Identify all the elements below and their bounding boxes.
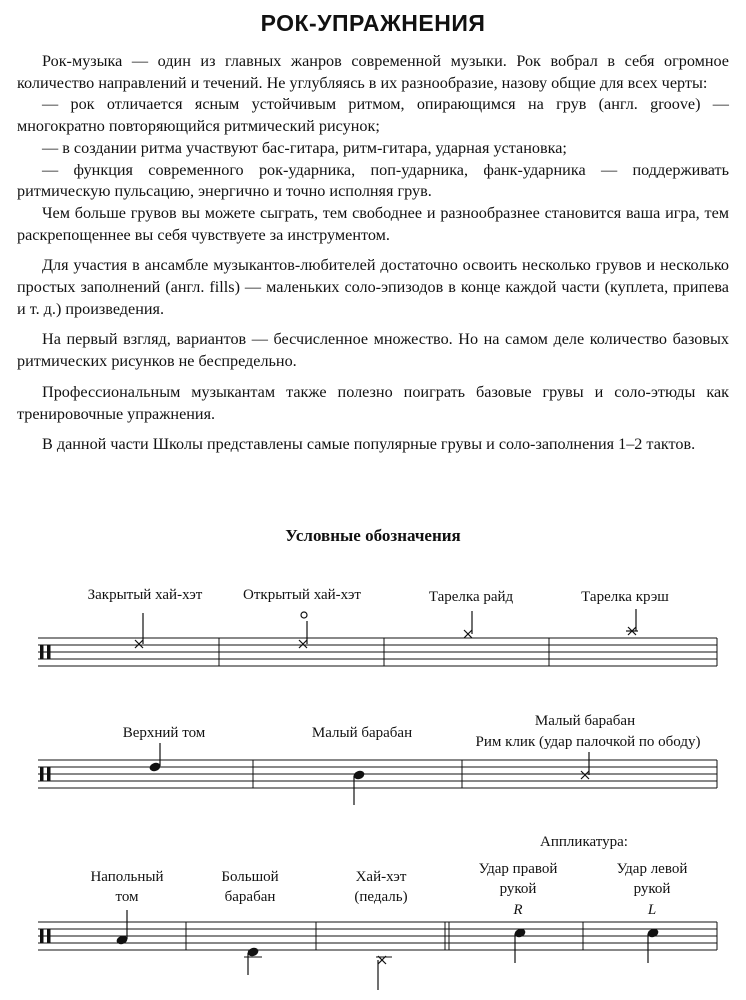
label-open-hihat: Открытый хай-хэт (243, 587, 361, 603)
paragraph: Чем больше грувов вы можете сыграть, тем свободнее и разнообразнее становится ваша игра, тем раскрепощеннее вы себя чувствуете за инструментом. (17, 203, 729, 244)
open-hihat-note (299, 612, 307, 648)
bass-drum-note (244, 946, 262, 975)
paragraph: На первый взгляд, вариантов — бесчисленное множество. Но на самом деле количество базовых ритмических рисунков не беспредельно. (17, 330, 729, 371)
list-item: — в создании ритма участвуют бас-гитара, ритм-гитара, ударная установка; (42, 138, 567, 157)
list-item: — рок отличается ясным устойчивым ритмом, опирающимся на грув (англ. groove) — многократно повторяющийся ритмический рисунок; (17, 95, 729, 136)
percussion-clef-icon (40, 645, 51, 943)
label-left-hand-2: рукой (633, 881, 671, 897)
high-tom-note (148, 743, 161, 773)
list-item: — функция современного рок-ударника, поп-ударника, фанк-ударника — поддерживать ритмическую пульсацию, энергично и точно исполняя грув. (17, 160, 729, 201)
label-hihat-pedal-2: (педаль) (354, 889, 408, 905)
closed-hihat-note (135, 613, 143, 648)
staff-row-3 (38, 922, 717, 950)
label-left-letter: L (647, 902, 657, 918)
label-bass-2: барабан (224, 889, 276, 905)
label-closed-hihat: Закрытый хай-хэт (87, 587, 203, 603)
label-right-hand-2: рукой (499, 881, 537, 897)
hihat-pedal-note (376, 956, 392, 990)
rimclick-note (581, 752, 589, 779)
label-bass-1: Большой (221, 869, 279, 885)
label-rimclick-2: Рим клик (удар палочкой по ободу) (475, 734, 701, 750)
paragraph: Профессиональным музыкантам также полезно поиграть базовые грувы и соло-этюды как тренировочные упражнения. (17, 382, 729, 423)
label-ride: Тарелка райд (428, 589, 514, 605)
page-title: РОК-УПРАЖНЕНИЯ (260, 10, 486, 36)
crash-note (626, 609, 638, 635)
label-right-hand-1: Удар правой (478, 861, 558, 877)
label-crash: Тарелка крэш (581, 589, 669, 605)
floor-tom-note (115, 910, 128, 946)
legend-heading: Условные обозначения (285, 526, 461, 545)
paragraph: Рок-музыка — один из главных жанров современной музыки. Рок вобрал в себя огромное количество направлений и течений. Не углубляясь в их разнообразие, назову общие для всех черты: (17, 52, 729, 92)
label-hihat-pedal-1: Хай-хэт (355, 869, 407, 885)
snare-note (352, 769, 365, 805)
left-hand-note (646, 927, 659, 963)
ride-note (464, 611, 472, 638)
label-snare: Малый барабан (311, 725, 413, 741)
label-left-hand-1: Удар левой (616, 861, 688, 877)
label-right-letter: R (513, 902, 523, 918)
label-fingering: Аппликатура: (540, 834, 628, 850)
label-floor-tom-2: том (115, 889, 139, 905)
label-high-tom: Верхний том (122, 725, 206, 741)
right-hand-note (513, 927, 526, 963)
staff-row-1 (38, 638, 717, 666)
paragraph: В данной части Школы представлены самые популярные грувы и соло-заполнения 1–2 тактов. (42, 435, 696, 454)
staff-row-2 (38, 760, 717, 788)
label-rimclick-1: Малый барабан (534, 713, 636, 729)
label-floor-tom-1: Напольный (90, 869, 164, 885)
paragraph: Для участия в ансамбле музыкантов-любителей достаточно освоить несколько грувов и несколько простых заполнений (англ. fills) — маленьких соло-эпизодов в конце каждой части (куплета, припева и т. д.) произведения. (17, 256, 729, 318)
